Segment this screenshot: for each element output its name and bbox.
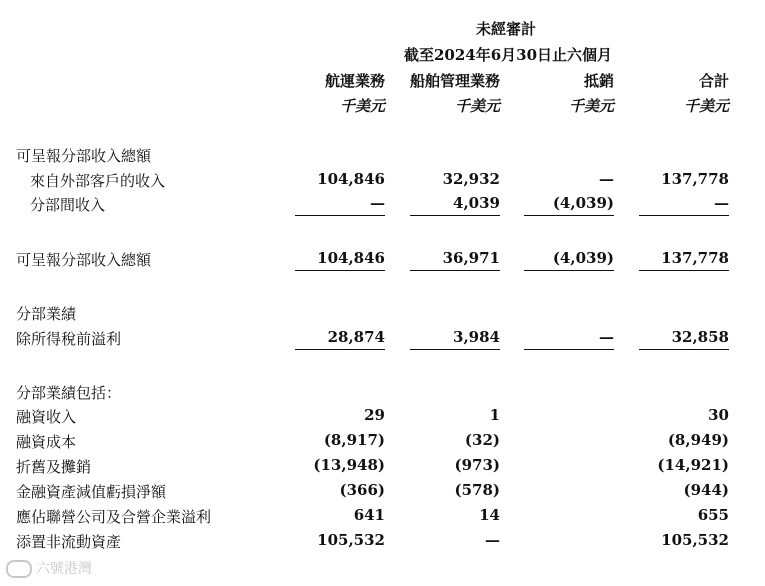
col-header-elimination: 抵銷	[583, 72, 614, 90]
row-label: 可呈報分部收入總額	[16, 147, 152, 165]
row-label: 融資收入	[16, 408, 77, 426]
col-header-total: 合計	[698, 72, 729, 90]
col-header-ship-management: 船舶管理業務	[409, 72, 500, 90]
cell: 105,532	[661, 531, 729, 549]
row-label: 融資成本	[16, 433, 77, 451]
cell: —	[599, 328, 614, 346]
cell: 137,778	[661, 170, 729, 188]
cell: 655	[697, 506, 729, 524]
cell: (4,039)	[552, 249, 614, 267]
row-label: 分部業績	[16, 305, 77, 323]
row-label: 添置非流動資產	[16, 533, 122, 551]
row-label: 來自外部客戶的收入	[30, 172, 166, 190]
cell: 105,532	[317, 531, 385, 549]
rule	[295, 215, 385, 216]
rule	[639, 349, 729, 350]
header-audit-status: 未經審計	[476, 20, 537, 38]
rule	[410, 215, 500, 216]
rule	[639, 270, 729, 271]
unit-shipping: 千美元	[339, 97, 385, 115]
cell: (8,917)	[323, 431, 385, 449]
cell: (32)	[464, 431, 500, 449]
row-label: 應佔聯營公司及合營企業溢利	[16, 508, 212, 526]
cell: (578)	[454, 481, 500, 499]
rule	[410, 270, 500, 271]
cell: 137,778	[661, 249, 729, 267]
cell: 641	[353, 506, 385, 524]
cell: (13,948)	[313, 456, 385, 474]
cell: —	[599, 170, 614, 188]
row-label: 分部間收入	[30, 196, 106, 214]
row-label: 金融資產減值虧損淨額	[16, 483, 167, 501]
cell: (8,949)	[667, 431, 729, 449]
rule	[524, 349, 614, 350]
cell: 30	[708, 406, 729, 424]
header-period: 截至2024年6月30日止六個月	[404, 46, 613, 64]
rule	[524, 270, 614, 271]
cell: 36,971	[442, 249, 500, 267]
cell: (4,039)	[552, 194, 614, 212]
watermark-text: 六號港灣	[36, 561, 92, 577]
rule	[410, 349, 500, 350]
cell: 3,984	[453, 328, 500, 346]
col-header-shipping: 航運業務	[324, 72, 385, 90]
rule	[295, 349, 385, 350]
rule	[639, 215, 729, 216]
unit-ship-management: 千美元	[454, 97, 500, 115]
cell: (973)	[454, 456, 500, 474]
cell: 1	[489, 406, 500, 424]
row-label: 可呈報分部收入總額	[16, 251, 152, 269]
unit-total: 千美元	[683, 97, 729, 115]
cell: (14,921)	[657, 456, 729, 474]
cell: 32,858	[671, 328, 729, 346]
rule	[524, 215, 614, 216]
cell: 28,874	[327, 328, 385, 346]
cell: 29	[364, 406, 385, 424]
cell: (366)	[339, 481, 385, 499]
cell: 4,039	[453, 194, 500, 212]
cell: (944)	[683, 481, 729, 499]
row-label: 折舊及攤銷	[16, 458, 92, 476]
cell: 14	[479, 506, 500, 524]
cell: —	[714, 194, 729, 212]
row-label: 分部業績包括：	[16, 384, 122, 402]
unit-elimination: 千美元	[568, 97, 614, 115]
cell: —	[370, 194, 385, 212]
watermark	[6, 558, 92, 578]
cell: —	[485, 531, 500, 549]
cell: 32,932	[442, 170, 500, 188]
cell: 104,846	[317, 249, 385, 267]
row-label: 除所得稅前溢利	[16, 330, 122, 348]
watermark-logo-icon	[6, 560, 32, 578]
cell: 104,846	[317, 170, 385, 188]
rule	[295, 270, 385, 271]
